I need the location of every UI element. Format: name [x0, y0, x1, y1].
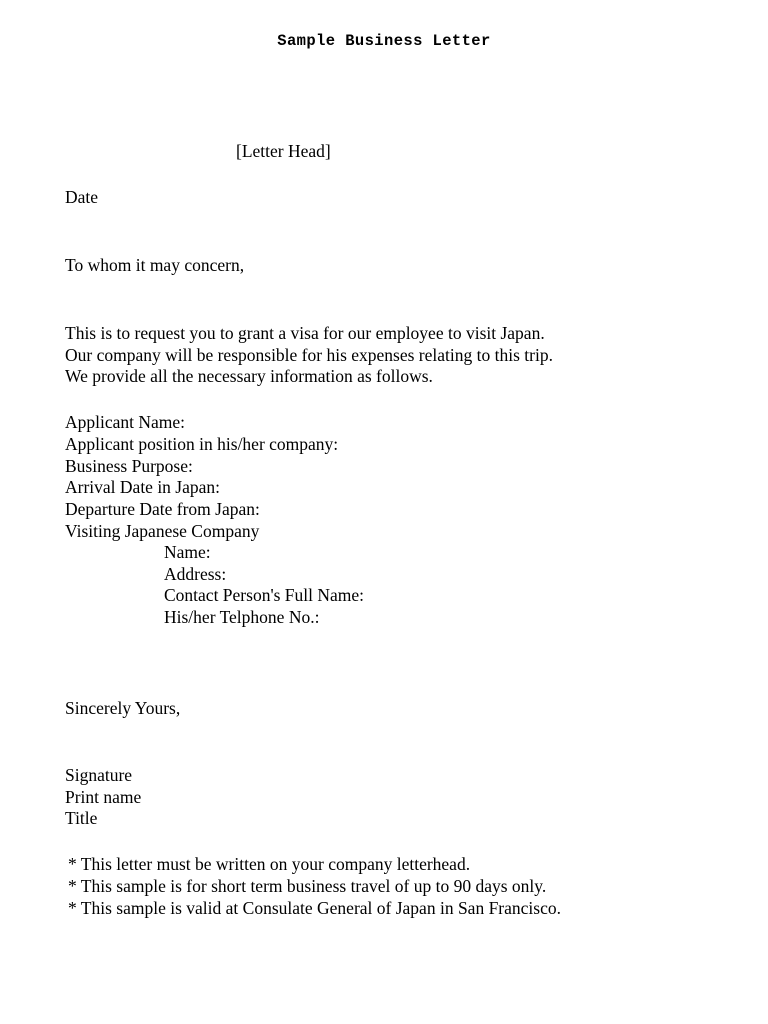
- body-line: This is to request you to grant a visa for our employee to visit Japan.: [65, 323, 545, 343]
- field-business-purpose: Business Purpose:: [65, 456, 193, 476]
- date-label: Date: [65, 187, 99, 207]
- field-applicant-name: Applicant Name:: [65, 412, 186, 432]
- field-departure-date: Departure Date from Japan:: [65, 499, 260, 519]
- body-line: Our company will be responsible for his expenses relating to this trip.: [65, 345, 553, 365]
- signature-line: Signature: [65, 765, 133, 785]
- note-item: * This sample is for short term business travel of up to 90 days only.: [68, 876, 547, 896]
- print-name-line: Print name: [65, 787, 142, 807]
- letterhead-placeholder: [Letter Head]: [236, 141, 331, 161]
- field-applicant-position: Applicant position in his/her company:: [65, 434, 339, 454]
- company-field-address: Address:: [164, 564, 227, 584]
- company-field-name: Name:: [164, 542, 211, 562]
- field-arrival-date: Arrival Date in Japan:: [65, 477, 221, 497]
- body-line: We provide all the necessary information as follows.: [65, 366, 433, 386]
- document-title: Sample Business Letter: [277, 32, 491, 50]
- title-line: Title: [65, 808, 98, 828]
- company-field-telephone: His/her Telphone No.:: [164, 607, 320, 627]
- company-field-contact: Contact Person's Full Name:: [164, 585, 365, 605]
- note-item: * This sample is valid at Consulate General of Japan in San Francisco.: [68, 898, 561, 918]
- note-item: * This letter must be written on your company letterhead.: [68, 854, 471, 874]
- closing: Sincerely Yours,: [65, 698, 181, 718]
- field-visiting-company: Visiting Japanese Company: [65, 521, 260, 541]
- salutation: To whom it may concern,: [65, 255, 245, 275]
